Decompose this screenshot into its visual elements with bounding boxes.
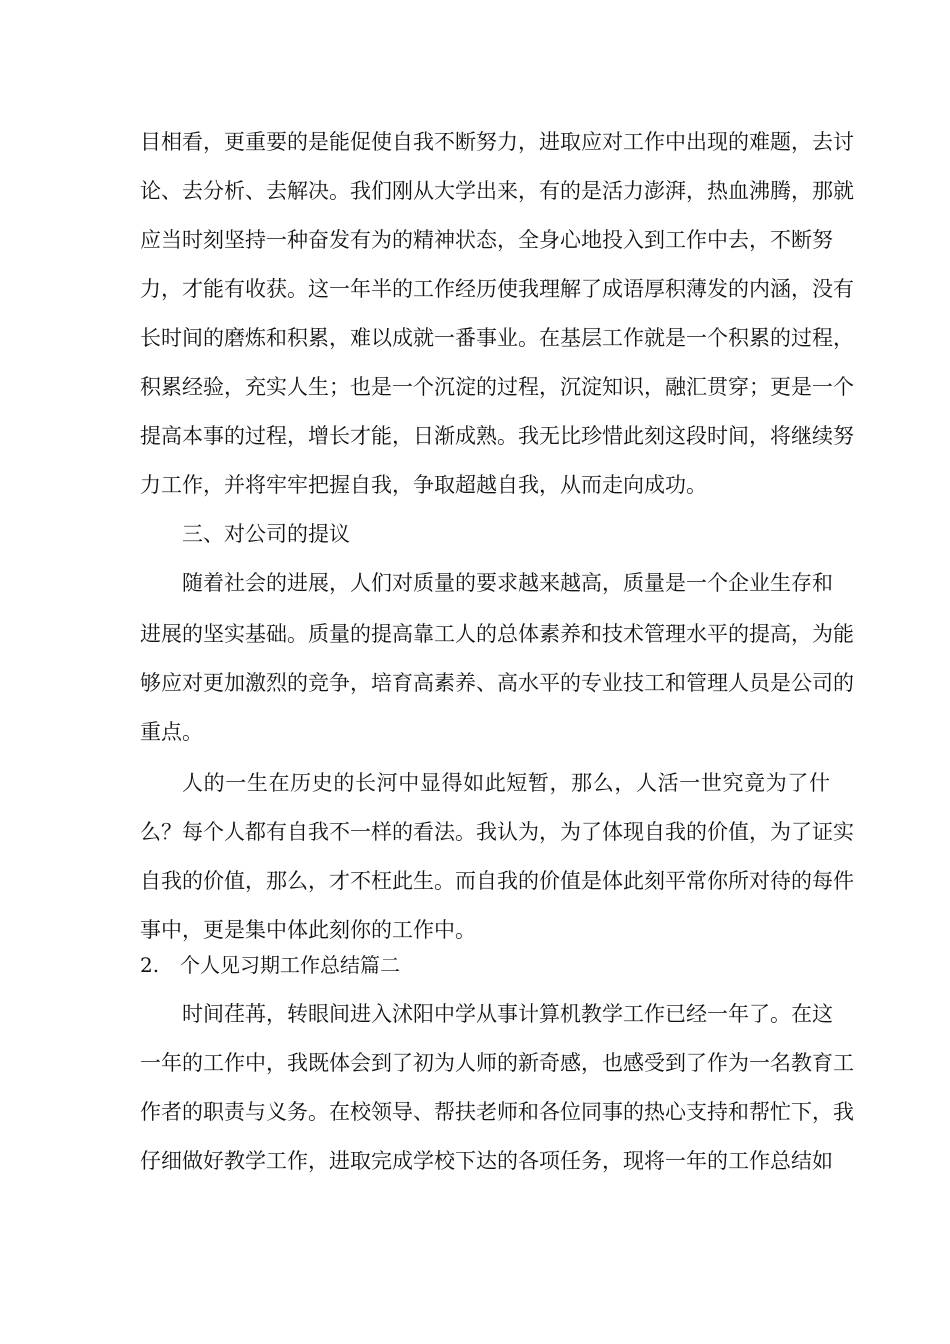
paragraph-1-line: 论、去分析、去解决。我们刚从大学出来，有的是活力澎湃，热血沸腾，那就 bbox=[140, 179, 854, 203]
paragraph-3-line: 事中，更是集中体此刻你的工作中。 bbox=[140, 918, 476, 942]
section-title bbox=[140, 951, 400, 979]
paragraph-3-line: 么？每个人都有自我不一样的看法。我认为，为了体现自我的价值，为了证实 bbox=[140, 820, 854, 844]
paragraph-2-line: 进展的坚实基础。质量的提高靠工人的总体素养和技术管理水平的提高，为能 bbox=[140, 622, 854, 646]
paragraph-2-line: 重点。 bbox=[140, 720, 203, 744]
paragraph-3-line: 人的一生在历史的长河中显得如此短暂，那么，人活一世究竟为了什 bbox=[182, 771, 830, 795]
paragraph-1-line: 提高本事的过程，增长才能，日渐成熟。我无比珍惜此刻这段时间，将继续努 bbox=[140, 424, 854, 448]
paragraph-4-line: 作者的职责与义务。在校领导、帮扶老师和各位同事的热心支持和帮忙下，我 bbox=[140, 1100, 854, 1124]
paragraph-1-line: 目相看，更重要的是能促使自我不断努力，进取应对工作中出现的难题，去讨 bbox=[140, 130, 854, 154]
paragraph-2-line: 够应对更加激烈的竞争，培育高素养、高水平的专业技工和管理人员是公司的 bbox=[140, 671, 854, 695]
paragraph-1-line: 应当时刻坚持一种奋发有为的精神状态，全身心地投入到工作中去，不断努 bbox=[140, 228, 833, 252]
paragraph-3-line: 自我的价值，那么，才不枉此生。而自我的价值是体此刻平常你所对待的每件 bbox=[140, 869, 854, 893]
paragraph-4-line: 时间荏苒，转眼间进入沭阳中学从事计算机教学工作已经一年了。在这 bbox=[182, 1002, 833, 1026]
paragraph-1-line: 长时间的磨炼和积累，难以成就一番事业。在基层工作就是一个积累的过程， bbox=[140, 326, 854, 350]
paragraph-1-line: 积累经验，充实人生；也是一个沉淀的过程，沉淀知识，融汇贯穿；更是一个 bbox=[140, 375, 854, 399]
section-number: 2. bbox=[140, 953, 160, 977]
section-title-text: 个人见习期工作总结篇二 bbox=[180, 953, 400, 977]
paragraph-4-line: 一年的工作中，我既体会到了初为人师的新奇感，也感受到了作为一名教育工 bbox=[140, 1051, 854, 1075]
paragraph-1-line: 力，才能有收获。这一年半的工作经历使我理解了成语厚积薄发的内涵，没有 bbox=[140, 277, 854, 301]
paragraph-1-line: 力工作，并将牢牢把握自我，争取超越自我，从而走向成功。 bbox=[140, 473, 707, 497]
section-heading-suggestions: 三、对公司的提议 bbox=[182, 522, 350, 546]
paragraph-2-line: 随着社会的进展，人们对质量的要求越来越高，质量是一个企业生存和 bbox=[182, 571, 833, 595]
paragraph-4-line: 仔细做好教学工作，进取完成学校下达的各项任务，现将一年的工作总结如 bbox=[140, 1149, 833, 1173]
